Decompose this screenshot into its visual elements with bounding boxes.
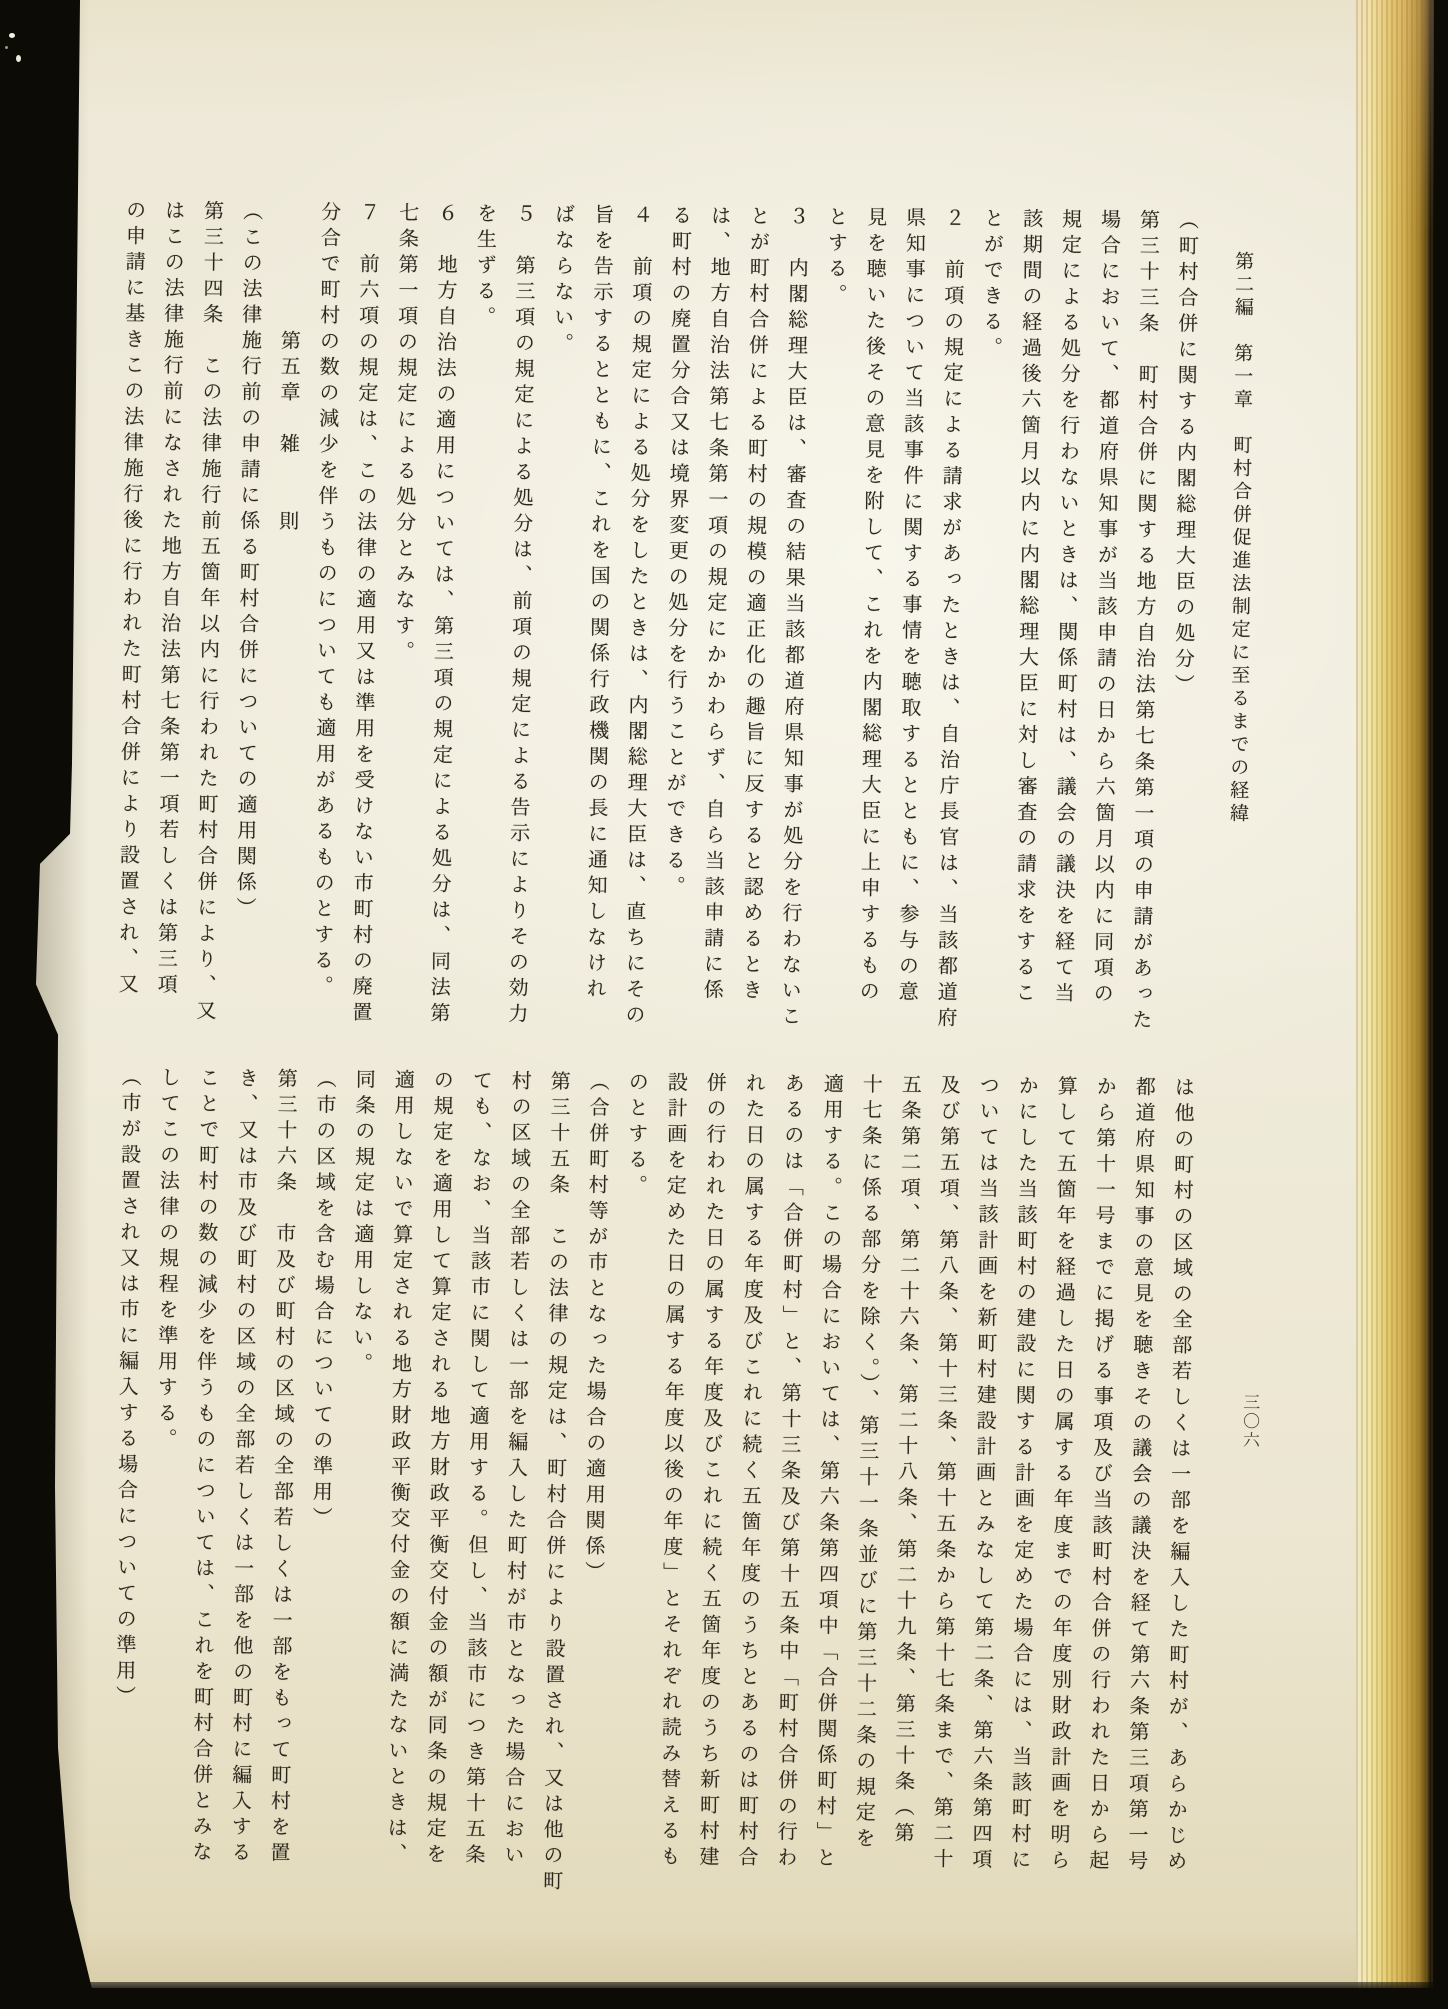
text-column: 都道府県知事の意見を聴きその議会の議決を経て第六条第三項第一号	[1124, 1075, 1155, 1876]
text-column: 県知事について当該事件に関する事情を聴取するとともに、参与の意	[895, 206, 925, 1007]
text-column: とができる。	[979, 207, 1003, 363]
text-column: れた日の属する年度及びこれに続く五箇年度のうちとあるのは町村合	[734, 1072, 765, 1873]
text-column: とする。	[823, 205, 847, 310]
text-column: 十七条に係る部分を除く。）、第三十一条並びに第三十二条の規定を	[851, 1073, 882, 1854]
text-column: き、又は市及び町村の区域の全部若しくは一部を他の町村に編入する	[227, 1067, 258, 1868]
text-column: ５ 第三項の規定による処分は、前項の規定による告示によりその効力	[504, 202, 535, 1029]
text-column: ばならない。	[550, 203, 574, 359]
text-column: 五条第二項、第二十六条、第二十八条、第二十九条、第三十条（第	[890, 1073, 921, 1848]
text-column: ことで町村の数の減少を伴うものについては、これを町村合併とみな	[188, 1066, 219, 1867]
text-column: 適用する。この場合においては、第六条第四項中「合併関係町村」と	[812, 1072, 843, 1873]
text-column: る町村の廃置分合又は境界変更の処分を行うことができる。	[662, 204, 691, 902]
text-column: ６ 地方自治法の適用については、第三項の規定による処分は、同法第	[426, 202, 457, 1028]
text-column: ４ 前項の規定による処分をしたときは、内閣総理大臣は、直ちにその	[621, 204, 652, 1030]
text-column: （町村合併に関する内閣総理大臣の処分）	[1171, 209, 1198, 700]
text-column: ついては当該計画を新町村建設計画とみなして第二条、第六条第四項	[968, 1074, 999, 1875]
text-column: あるのは「合併町村」と、第十三条及び第十五条中「町村合併の行わ	[773, 1072, 804, 1873]
text-column: かにした当該町村の建設に関する計画を定めた場合には、当該町村に	[1007, 1074, 1038, 1875]
text-column: ても、なお、当該市に関して適用する。但し、当該市につき第十五条	[461, 1069, 492, 1870]
text-column: は他の町村の区域の全部若しくは一部を編入した町村が、あらかじめ	[1163, 1076, 1194, 1877]
text-column: 村の区域の全部若しくは一部を編入した町村が市となった場合におい	[500, 1069, 531, 1870]
text-column: 同条の規定は適用しない。	[349, 1068, 375, 1379]
statute-text-upper-block	[98, 199, 1206, 1055]
text-column: の規定を適用して算定される地方財政平衡交付金の額が同条の規定を	[422, 1069, 453, 1870]
text-column: してこの法律の規程を準用する。	[153, 1066, 180, 1454]
text-column: （この法律施行前の申請に係る町村合併についての適用関係）	[232, 200, 262, 923]
text-column: 適用しないで算定される地方財政平衡交付金の額に満たないときは、	[383, 1068, 414, 1869]
text-column: 旨を告示するとともに、これを国の関係行政機関の長に通知しなけれ	[583, 203, 613, 1004]
text-column: ３ 内閣総理大臣は、審査の結果当該都道府県知事が処分を行わないこ	[777, 205, 808, 1032]
text-column: 規定による処分を行わないときは、関係町村は、議会の議決を経て当	[1051, 208, 1081, 1009]
text-column: 第三十六条 市及び町村の区域の全部若しくは一部をもって町村を置	[266, 1067, 297, 1868]
text-column: 第五章 雑 則	[275, 200, 301, 537]
text-column: とが町村合併による町村の規模の適正化の趣旨に反すると認めるとき	[739, 205, 769, 1006]
chapter-header: 第二編 第一章 町村合併促進法制定に至るまでの経緯	[1226, 250, 1254, 827]
text-column: （市の区域を含む場合についての準用）	[308, 1068, 336, 1533]
text-column: 及び第五項、第八条、第十三条、第十五条から第十七条まで、第二十	[929, 1074, 960, 1875]
chapter-header-column	[1220, 251, 1257, 1011]
text-column: 分合で町村の数の減少を伴うものについても適用があるものとする。	[310, 201, 340, 1002]
text-column: を生ずる。	[472, 202, 496, 332]
page-number-column	[1238, 1393, 1261, 1483]
text-column: 該期間の経過後六箇月以内に内閣総理大臣に対し審査の請求をするこ	[1012, 207, 1042, 1008]
text-column: （合併町村等が市となった場合の適用関係）	[581, 1070, 609, 1587]
text-column: 算して五箇年を経過した日の属する年度までの年度別財政計画を明ら	[1046, 1075, 1077, 1876]
text-column: （市が設置され又は市に編入する場合についての準用）	[112, 1066, 141, 1712]
text-column: 見を聴いた後その意見を附して、これを内閣総理大臣に上申するもの	[856, 206, 886, 1007]
text-column: から第十一号までに掲げる事項及び当該町村合併の行われた日から起	[1085, 1075, 1116, 1876]
text-column: 第三十三条 町村合併に関する地方自治法第七条第一項の申請があった	[1128, 208, 1159, 1035]
text-column: はこの法律施行前になされた地方自治法第七条第一項若しくは第三項	[154, 199, 184, 1000]
page-number: 三〇六	[1239, 1392, 1260, 1451]
text-column: 第三十五条 この法律の規定は、町村合併により設置され、又は他の町	[539, 1070, 570, 1897]
text-column: の申請に基きこの法律施行後に行われた町村合併により設置され、又	[115, 199, 145, 1000]
text-column: 七条第一項の規定による処分とみなす。	[391, 201, 418, 667]
text-column: のとする。	[624, 1071, 648, 1201]
text-column: ２ 前項の規定による請求があったときは、自治庁長官は、当該都道府	[933, 207, 964, 1033]
text-column: 第三十四条 この法律施行前五箇年以内に行われた町村合併により、又	[192, 199, 223, 1026]
text-column: ７ 前六項の規定は、この法律の適用又は準用を受けない市町村の廃置	[348, 201, 379, 1028]
text-column: は、地方自治法第七条第一項の規定にかかわらず、自ら当該申請に係	[700, 204, 730, 1005]
statute-text-lower-block	[93, 1066, 1201, 1907]
text-column: 設計画を定めた日の属する年度以後の年度」とそれぞれ読み替えるも	[656, 1071, 687, 1872]
text-column: 併の行われた日の属する年度及びこれに続く五箇年度のうち新町村建	[695, 1071, 726, 1872]
text-column: 場合において、都道府県知事が当該申請の日から六箇月以内に同項の	[1090, 208, 1120, 1009]
